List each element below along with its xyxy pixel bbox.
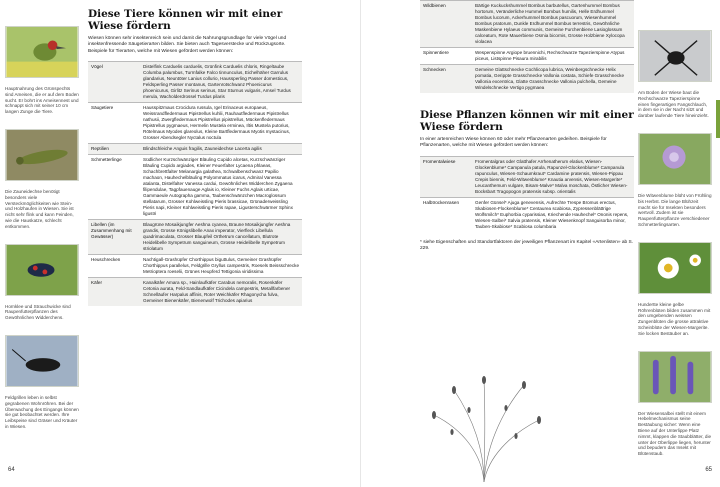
- moth-photo: [5, 244, 79, 296]
- category-cell: Schmetterlinge: [88, 154, 140, 219]
- species-cell: Genfer Günsel* Ajuga genevensis, Aufrechte Trespe Bromus erectus, Skabiosen-Flockenblume* Centaurea scabiosa, Zypressenblättrige Wolfsmilch* Euphorbia cyparissias, Kriechende Hauhechel* Ononis repens, Wiesen-Salbei* Salvia pratensis, Kleiner Wiesenknopf Sanguisorba minor, Tauben-Skabiose* Scabiosa columbaria: [472, 197, 634, 232]
- species-cell: Hausspitzmaus Crocidura russula, Igel Erinaceus europaeus, Weissrandfledermaus Pipistrellus kuhlii, Rauhautfledermaus Pipistrellus nathusii, Zwergfledermaus Pipistrellus pipistrellus, Mückenfledermaus Pipistrellus pygmaeus, Hermelin Mustela erminea, Iltis Mustela putorius, Rötelmaus Myodes glareolus, Kleine Bartfledermaus Myotis mystacinus, Grosser Abendsegler Nyctalus noctula: [140, 102, 302, 143]
- animals-table: [88, 61, 302, 306]
- table-row: [420, 1, 634, 48]
- table-row: [420, 197, 634, 232]
- category-cell: Säugetiere: [88, 102, 140, 143]
- species-cell: Gemeine Glattschnecke Cochlicopa lubrica, Weinbergschnecke Helix pomatia, Gerippte Grasschnecke Vallonia costata, Schiefe Grasschnecke Vallonia excentrica, Glatte Grasschnecke Vallonia pulchella, Gemeine Windelschnecke Vertigo pygmaea: [472, 65, 634, 94]
- table-row: [420, 65, 634, 94]
- category-cell: Heuschrecken: [88, 254, 140, 277]
- table-row: [88, 102, 302, 143]
- left-main-content: [88, 8, 302, 306]
- category-cell: Spinnentiere: [420, 48, 472, 65]
- photo-caption: Am Boden der Wiese baut die Rechschwarze Tapezierspinne einen fingerartigen Fangschlauch, in dem sie in der Nacht sitzt und darüber laufende Tiere hineinzieht.: [638, 90, 709, 119]
- left-sidebar: [5, 26, 79, 444]
- right-sidebar: [638, 30, 712, 471]
- daisy-photo: [638, 242, 712, 294]
- species-cell: Nachtigall-Grashüpfer Chorthippus biguttulus, Gemeiner Grashüpfer Chorthippus parallelus, Feldgrille Gryllus campestris, Roesels Beissschrecke Metrioptera roeselii, Grünes Heupferd Tettigonia viridissima: [140, 254, 302, 277]
- spider-photo: [638, 30, 712, 82]
- species-cell: Wespenspinne Argiope bruennichi, Rechschwarze Tapezierspinne Atypus piceus, Listspinne Pisaura mirabilis: [472, 48, 634, 65]
- table-row: [88, 154, 302, 219]
- plants-intro: In einer artenreichen Wiese können 60 oder mehr Pflanzenarten gedeihen. Beispiele für Pflanzenarten, welche mit Wiesen gefördert werden können:: [420, 137, 607, 149]
- category-cell: Fromentalwiese: [420, 156, 472, 197]
- category-cell: Libellen (im Zusammenhang mit Gewässer): [88, 219, 140, 254]
- chapter-thumb-tab: [716, 100, 720, 138]
- table-row: [88, 277, 302, 306]
- table-row: [88, 61, 302, 102]
- footnote: * siehe Eigenschaften und Standortfaktoren der jeweiligen Pflanzenart im Kapitel «Artenlisten» ab S. 229.: [420, 239, 634, 251]
- cricket-photo: [5, 335, 79, 387]
- grass-illustration: [414, 370, 554, 482]
- photo-caption: Hundertte kleine gelbe Röhrenblüten bilden zusammen mit den umgebenden weissen Zungenblüten die grosse attraktive Scheinblüte der Wiesen-Margerite. Sie locken Bestäuber an.: [638, 301, 711, 336]
- animals-intro: Wiesen können sehr insektenreich sein und damit die Nahrungsgrundlage für viele Vögel und insektenfressende Säugetierarten bilden. Sie bieten auch Tagesverstecke und Rückzugsorte. Beispiele für Tierarten, welche mit Wiesen gefördert werden können:: [88, 36, 287, 54]
- photo-caption: Hauptnahrung des Grünspechts sind Ameisen, die er auf dem Boden sucht. Er bohrt ins Ameisennest und schnappt sich mit seiner 10 cm langen Zunge die Tiere.: [5, 86, 79, 115]
- table-row: [88, 143, 302, 154]
- page-number-left: 64: [8, 467, 15, 473]
- category-cell: Halbtrockenrasen: [420, 197, 472, 232]
- invertebrates-table: [420, 0, 634, 93]
- species-cell: Südlicher Kurzschwänziger Bläuling Cupido alcetas, Kurzschwänziger Bläuling Cupido argiades, Kleiner Feuerfalter Lycaena phlaeas, Schachbrettfalter Melanargia galathea, Schwalbenschwanz Papilio machaon, Hauhechelbläuling Polyommatus icarus, Admiral Vanessa atalanta, Distelfalter Vanessa cardui, Gewöhnliches Widderchen Zygaena filipendulae, Tagpfauenauge Aglais io, Kleiner Fuchs Aglais urticae, Gammaeule Autographa gamma, Taubenschwänzchen Macroglossum stellatarum, Grosser Kohlweissling Pieris brassicae, Grünaderweissling Pieris napi, Kleiner Kohlweissling Pieris rapae, Ligusterschwärmer Sphinx ligustri: [140, 154, 302, 219]
- woodpecker-photo: [5, 26, 79, 78]
- table-row: [88, 219, 302, 254]
- species-cell: Kanalkäfer Amara sp., Hainlaufkäfer Carabus nemoralis, Rosenkäfer Cetonia aurata, Feld-Sandlaufkäfer Cicindela campestris, Metallfarbener Schnelläufer Harpalus affinis, Roter Weichkäfer Rhagonycha fulva, Gemeiner Bienenkäfer, Bienenwolf Trichodes apiarius: [140, 277, 302, 306]
- table-row: [420, 48, 634, 65]
- category-cell: Reptilien: [88, 143, 140, 154]
- species-cell: Blaugrüne Mosaikjungfer Aeshna cyanea, Braune Mosaikjungfer Aeshna grandis, Grosse Königslibelle Anax imperator, Vierfleck Libellula quadrimaculata, Grosser Blaupfeil Orthetrum cancellatum, Blutrote Heidelibelle Sympetrum sanguineum, Grosse Heidelibelle Sympetrum striolatum: [140, 219, 302, 254]
- table-row: [88, 254, 302, 277]
- table-row: [420, 156, 634, 197]
- lizard-photo: [5, 129, 79, 181]
- sage-photo: [638, 351, 712, 403]
- category-cell: Wildbienen: [420, 1, 472, 48]
- category-cell: Käfer: [88, 277, 140, 306]
- photo-caption: Der Wiesensalbei stellt mit einem Hebelmechanismus seine Bestäubung sicher: Wenn eine Biene auf der Unterlippe Platz nimmt, klappen die Staubblätter, die unter der Oberlippe liegen, herunter und bepudern das Insekt mit Blütenstaub.: [638, 410, 712, 457]
- species-cell: Distelfink Carduelis carduelis, Grünfink Carduelis chloris, Ringeltaube Columba palumbus, Turmfalke Falco tinnunculus, Eichelhäher Garrulus glandarius, Neuntöter Lanius collurio, Haussperling Passer domesticus, Feldsperling Passer montanus, Gartenrotschwanz Phoenicurus phoenicurus, Girlitz Serinus serinus, Star Sturnus vulgaris, Amsel Turdus merula, Wacholderdrossel Turdus pilaris: [140, 61, 302, 102]
- category-cell: Vögel: [88, 61, 140, 102]
- species-cell: Blindschleiche Anguis fragilis, Zauneidechse Lacerta agilis: [140, 143, 302, 154]
- species-cell: Fromentalgras oder Glatthafer Arrhenatherum elatius, Wiesen-Glockenblume* Campanula patula, Rapunzel-Glockenblume* Campanula rapunculus, Wiesen-Schaumkraut* Cardamine pratensis, Wiesen-Pippau Crepis biennis, Feld-Witwenblume* Knautia arvensis, Wiesen-Margerite* Leucanthemum vulgare, Bisam-Malve* Malva moschata, Östlicher Wiesen-Bocksbart Tragopogon pratensis subsp. orientalis: [472, 156, 634, 197]
- photo-caption: Hornklee und Strauchwicke sind Raupenfutterpflanzen des Gewöhnlichen Widderchens.: [5, 303, 71, 321]
- right-main-content: [420, 0, 634, 256]
- plants-heading: Diese Pflanzen können wir mit einer Wiese fördern: [420, 109, 634, 133]
- page-number-right: 65: [705, 467, 712, 473]
- plants-table: [420, 156, 634, 232]
- species-cell: Bärtige Kuckuckshummel Bombus barbutellus, Gartenhummel Bombus hortorum, Veränderliche Hummel Bombus humilis, Helle Erdhummel Bombus lucorum, Ackerhummel Bombus pascuorum, Wiesenhummel Bombus pratorum, Dunkle Erdhummel Bombus terrestris, Gewöhnliche Maskenbiene Hylaeus communis, Gemeine Furchenbiene Lasioglossum calceatum, Rote Mauerbiene Osmia bicornis, Grosse Holzbiene Xylocopa violacea: [472, 1, 634, 48]
- photo-caption: Feldgrillen leben in selbst gegrabenen Wohnröhren. Bei der Überwachung des Eingangs können sie gut beobachtet werden. Ihre Leibspeise sind Gräser und Kräuter in Wiesen.: [5, 394, 79, 429]
- photo-caption: Die Zauneidechse benötigt besonders viele Versteckmöglichkeiten wie Stein- und Holzhaufen in Wiesen. Sie ist nicht sehr flink und kann Feinden, wie die Hauskatze, schlecht entkommen.: [5, 188, 74, 229]
- animals-heading: Diese Tiere können wir mit einer Wiese fördern: [88, 8, 283, 32]
- photo-caption: Die Witwenblume blüht von Frühling bis Herbst. Die lange Blühzeit macht sie für Insekten besonders wertvoll. Zudem ist sie Raupenfutterpflanze verschiedener Schmetterlingsarten.: [638, 192, 712, 227]
- scabious-flower-photo: [638, 133, 712, 185]
- category-cell: Schnecken: [420, 65, 472, 94]
